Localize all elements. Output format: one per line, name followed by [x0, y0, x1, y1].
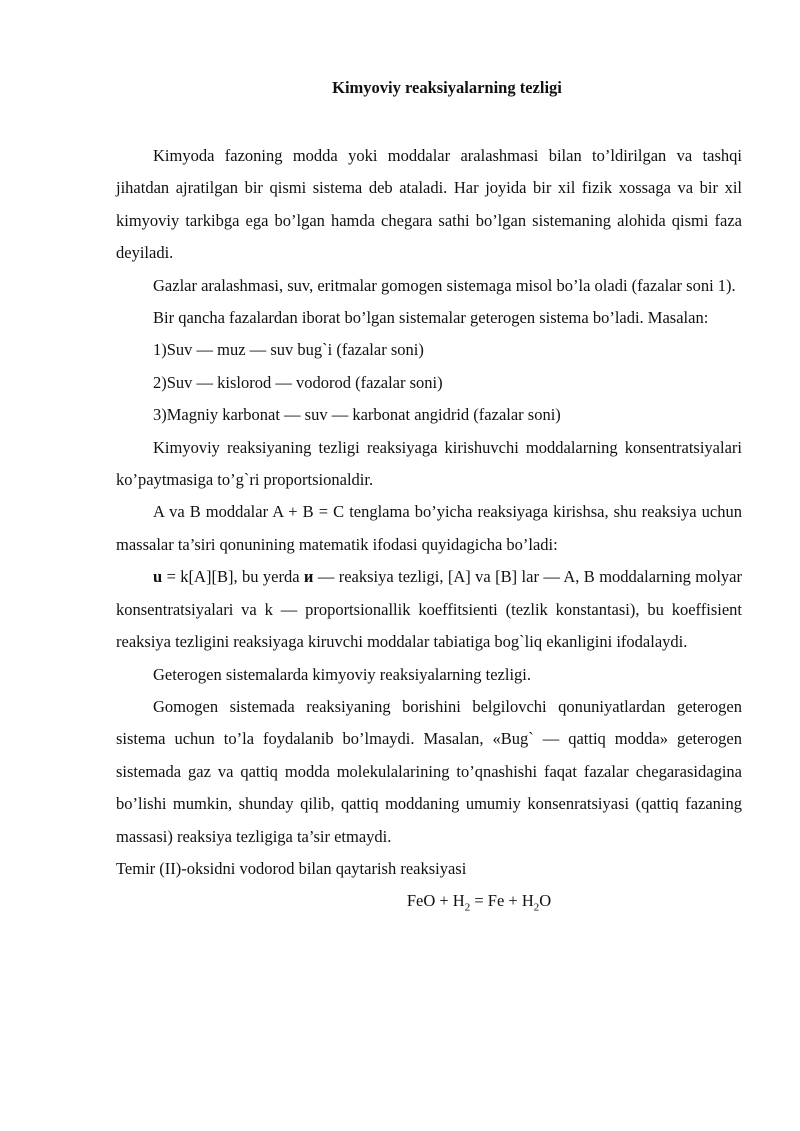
- paragraph-reduction-reaction: Temir (II)-oksidni vodorod bilan qaytarish reaksiyasi: [116, 858, 467, 878]
- rate-symbol-2: и: [303, 567, 314, 587]
- paragraph-heterogeneous-heading: Geterogen sistemalarda kimyoviy reaksiyalarning tezligi.: [153, 664, 532, 684]
- paragraph-rate-equation: [116, 561, 742, 658]
- equation-left: FeO + H: [406, 891, 465, 911]
- paragraph-heterogeneous-definition: Bir qancha fazalardan iborat bo’lgan sistemalar geterogen sistema bo’ladi. Masalan:: [153, 308, 709, 328]
- rate-equation-explanation: — reaksiya tezligi, [A] va [B] lar — A, B moddalarning molyar konsentratsiyalari va k — proportsionallik koeffitsienti (tezlik konstantasi), bu koeffisient reaksiya tezligini reaksiyaga kiruvchi moddalar tabiatiga bog`liq ekanligini ifodalaydi.: [116, 567, 742, 652]
- document-title: Kimyoviy reaksiyalarning tezligi: [332, 78, 562, 97]
- chemical-equation: [116, 885, 742, 917]
- list-item-1: 1)Suv — muz — suv bug`i (fazalar soni): [153, 340, 424, 360]
- document-body: [116, 140, 742, 918]
- equation-middle: = Fe + H: [470, 891, 534, 911]
- paragraph-homogeneous-example: Gazlar aralashmasi, suv, eritmalar gomogen sistemaga misol bo’la oladi (fazalar soni 1).: [153, 275, 736, 295]
- paragraph-rate-law: Kimyoviy reaksiyaning tezligi reaksiyaga kirishuvchi moddalarning konsentratsiyalari ko’paytmasiga to’g`ri proportsionaldir.: [116, 437, 742, 490]
- rate-equation-text: = k[A][B], bu yerda: [162, 567, 304, 587]
- paragraph-mass-action: A va B moddalar A + B = C tenglama bo’yicha reaksiyaga kirishsa, shu reaksiya uchun massalar ta’siri qonunining matematik ifodasi quyidagicha bo’ladi:: [116, 502, 742, 554]
- equation-sub-2: 2: [533, 901, 540, 914]
- rate-symbol: u: [153, 567, 163, 587]
- equation-right: O: [539, 891, 552, 911]
- list-item-2: 2)Suv — kislorod — vodorod (fazalar soni): [153, 372, 443, 392]
- paragraph-system-definition: Kimyoda fazoning modda yoki moddalar aralashmasi bilan to’ldirilgan va tashqi jihatdan ajratilgan bir qismi sistema deb ataladi. Har joyida bir xil fizik xossaga va bir xil kimyoviy tarkibga ega bo’lgan hamda chegara sathi bo’lgan sistemaning alohida qismi faza deyiladi.: [116, 146, 742, 263]
- equation-sub-1: 2: [464, 901, 471, 914]
- list-item-3: 3)Magniy karbonat — suv — karbonat angidrid (fazalar soni): [153, 405, 561, 425]
- paragraph-heterogeneous-rates: Gomogen sistemada reaksiyaning borishini belgilovchi qonuniyatlardan geterogen sistema uchun to’la foydalanib bo’lmaydi. Masalan, «Bug` — qattiq modda» geterogen sistemada gaz va qattiq modda molekulalarining to’qnashishi faqat fazalar chegarasidagina bo’lishi mumkin, shunday qilib, qattiq moddaning umumiy konsenratsiyasi (qattiq fazaning massasi) reaksiya tezligiga ta’sir etmaydi.: [116, 696, 742, 846]
